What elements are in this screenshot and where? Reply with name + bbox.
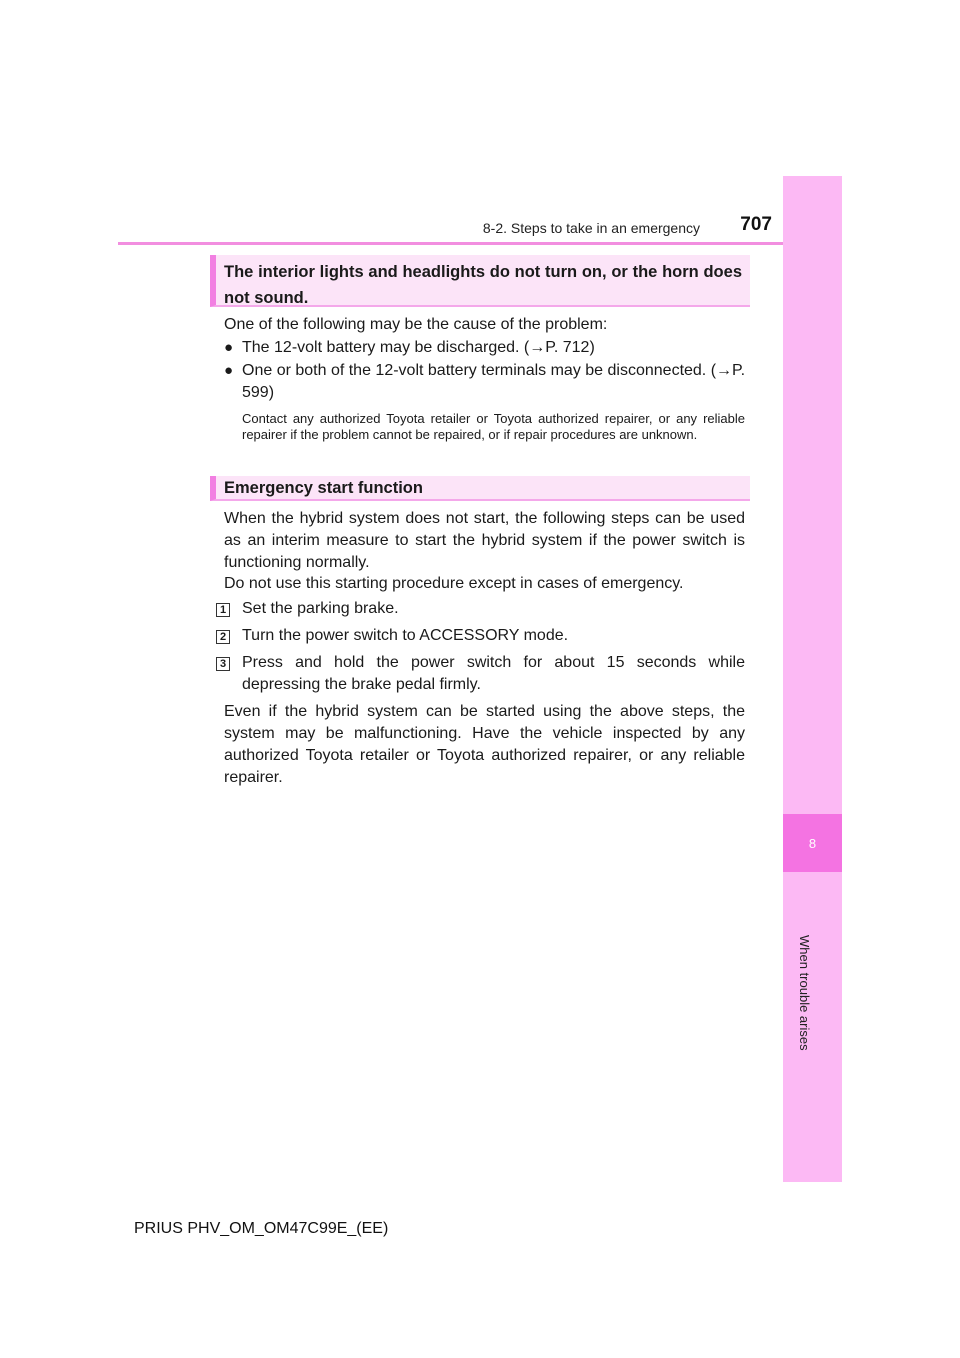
footer-model-code: PRIUS PHV_OM_OM47C99E_(EE) [134, 1220, 389, 1237]
step-text: Press and hold the power switch for about 15 seconds while depressing the brake pedal firmly. [242, 654, 745, 693]
page-number: 707 [740, 214, 772, 235]
section-heading-emergency-start: Emergency start function [210, 476, 750, 501]
step-number-badge: 3 [216, 657, 230, 671]
step-text: Set the parking brake. [242, 600, 399, 617]
chapter-number-tab: 8 [783, 814, 842, 872]
bullet-text: One or both of the 12-volt battery terminals may be disconnected. (→P. 599) [242, 362, 746, 401]
section1-note: Contact any authorized Toyota retailer or Toyota authorized repairer, or any reliable repairer if the problem cannot be repaired, or if repair procedures are unknown. [242, 411, 745, 442]
section1-intro: One of the following may be the cause of the problem: [224, 316, 608, 333]
bullet-icon: ● [224, 362, 234, 379]
section2-warning: Do not use this starting procedure except in cases of emergency. [224, 575, 684, 592]
section2-closing: Even if the hybrid system can be started using the above steps, the system may be malfunctioning. Have the vehicle inspected by any authorized Toyota retailer or Toyota authorized repairer, or any reliable repairer. [224, 703, 745, 786]
bullet-text: The 12-volt battery may be discharged. (→P. 712) [242, 339, 595, 356]
step-number-badge: 1 [216, 603, 230, 617]
section-heading-lights-horn: The interior lights and headlights do not turn on, or the horn does not sound. [210, 255, 750, 307]
chapter-side-tab [783, 176, 842, 1182]
step-text: Turn the power switch to ACCESSORY mode. [242, 627, 569, 644]
step-number-badge: 2 [216, 630, 230, 644]
header-divider [118, 242, 841, 245]
chapter-title-vertical: When trouble arises [797, 935, 812, 1051]
header-section-title: 8-2. Steps to take in an emergency [482, 220, 700, 236]
bullet-icon: ● [224, 339, 234, 356]
section2-intro: When the hybrid system does not start, the following steps can be used as an interim measure to start the hybrid system if the power switch is functioning normally. [224, 510, 745, 571]
